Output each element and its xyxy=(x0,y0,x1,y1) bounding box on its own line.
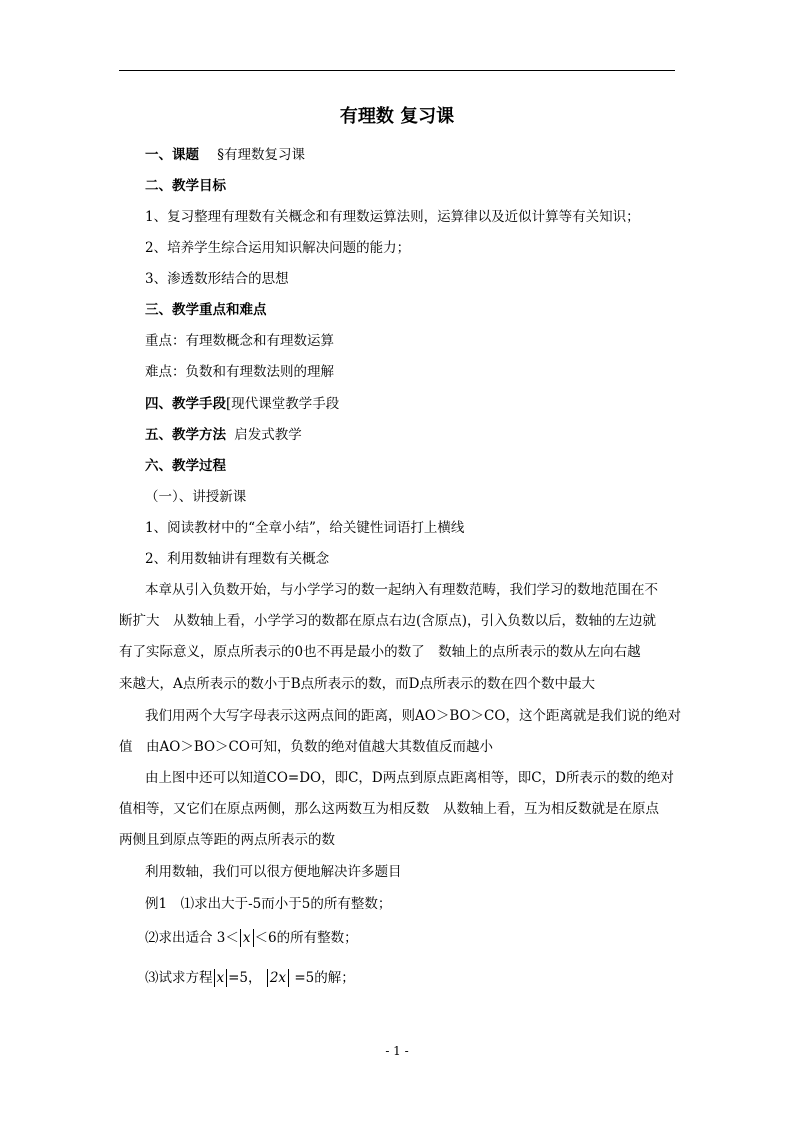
section-method xyxy=(145,425,302,445)
example-text: =5的解； xyxy=(290,970,355,986)
page-number: - 1 - xyxy=(385,1044,409,1058)
header-rule xyxy=(119,70,675,71)
example-text: ⑵求出适合 3＜ xyxy=(145,930,239,946)
difficult-point: 难点：负数和有理数法则的理解 xyxy=(145,364,334,380)
section-means-bracket: [ xyxy=(226,396,232,412)
section-topic-text: §有理数复习课 xyxy=(217,147,306,163)
absolute-value-expr: x xyxy=(240,929,254,947)
section-topic xyxy=(145,145,305,165)
paragraph-line: 值 由AO＞BO＞CO可知，负数的绝对值越大其数值反而越小 xyxy=(119,739,493,755)
section-topic-label: 一、课题 xyxy=(145,147,199,163)
section-means xyxy=(145,394,339,414)
section-keypoints-heading: 三、教学重点和难点 xyxy=(145,302,267,318)
example-text: ＜6的所有整数； xyxy=(254,930,358,946)
example-text: =5， xyxy=(228,970,262,986)
section-goals-heading: 二、教学目标 xyxy=(145,178,226,194)
step-item: 2、利用数轴讲有理数有关概念 xyxy=(145,551,330,567)
page-title: 有理数 复习课 xyxy=(339,106,455,127)
section-means-label: 四、教学手段 xyxy=(145,396,226,412)
goal-item: 3、渗透数形结合的思想 xyxy=(145,271,289,287)
step-item: 1、阅读教材中的“全章小结”，给关键性词语打上横线 xyxy=(145,520,465,536)
paragraph-line: 由上图中还可以知道CO=DO，即C，D两点到原点距离相等，即C，D所表示的数的绝对 xyxy=(145,770,674,786)
paragraph-line: 利用数轴，我们可以很方便地解决许多题目 xyxy=(145,864,402,880)
key-point: 重点：有理数概念和有理数运算 xyxy=(145,333,334,349)
example-item xyxy=(145,968,355,988)
section-method-text: 启发式教学 xyxy=(234,427,302,443)
paragraph-line: 来越大，A点所表示的数小于B点所表示的数，而D点所表示的数在四个数中最大 xyxy=(119,676,595,692)
section-means-text: 现代课堂教学手段 xyxy=(231,396,340,412)
paragraph-line: 断扩大 从数轴上看，小学学习的数都在原点右边(含原点)，引入负数以后，数轴的左边就 xyxy=(119,613,657,629)
section-method-label: 五、教学方法 xyxy=(145,427,226,443)
paragraph-line: 本章从引入负数开始，与小学学习的数一起纳入有理数范畴，我们学习的数地范围在不 xyxy=(145,582,658,598)
paragraph-line: 两侧且到原点等距的两点所表示的数 xyxy=(119,832,335,848)
example-item: 例1 ⑴求出大于-5而小于5的所有整数； xyxy=(145,896,392,912)
absolute-value-expr: x xyxy=(214,969,228,987)
example-text: ⑶试求方程 xyxy=(145,970,213,986)
goal-item: 2、培养学生综合运用知识解决问题的能力； xyxy=(145,240,411,256)
subsection-title: （一）、讲授新课 xyxy=(145,489,247,505)
section-process-heading: 六、教学过程 xyxy=(145,458,226,474)
paragraph-line: 我们用两个大写字母表示这两点间的距离，则AO＞BO＞CO，这个距离就是我们说的绝对 xyxy=(145,708,681,724)
goal-item: 1、复习整理有理数有关概念和有理数运算法则，运算律以及近似计算等有关知识； xyxy=(145,209,640,225)
absolute-value-expr: 2x xyxy=(267,969,289,987)
paragraph-line: 值相等，又它们在原点两侧，那么这两数互为相反数 从数轴上看，互为相反数就是在原点 xyxy=(119,801,659,817)
paragraph-line: 有了实际意义，原点所表示的0也不再是最小的数了 数轴上的点所表示的数从左向右越 xyxy=(119,644,641,660)
example-item xyxy=(145,928,358,948)
